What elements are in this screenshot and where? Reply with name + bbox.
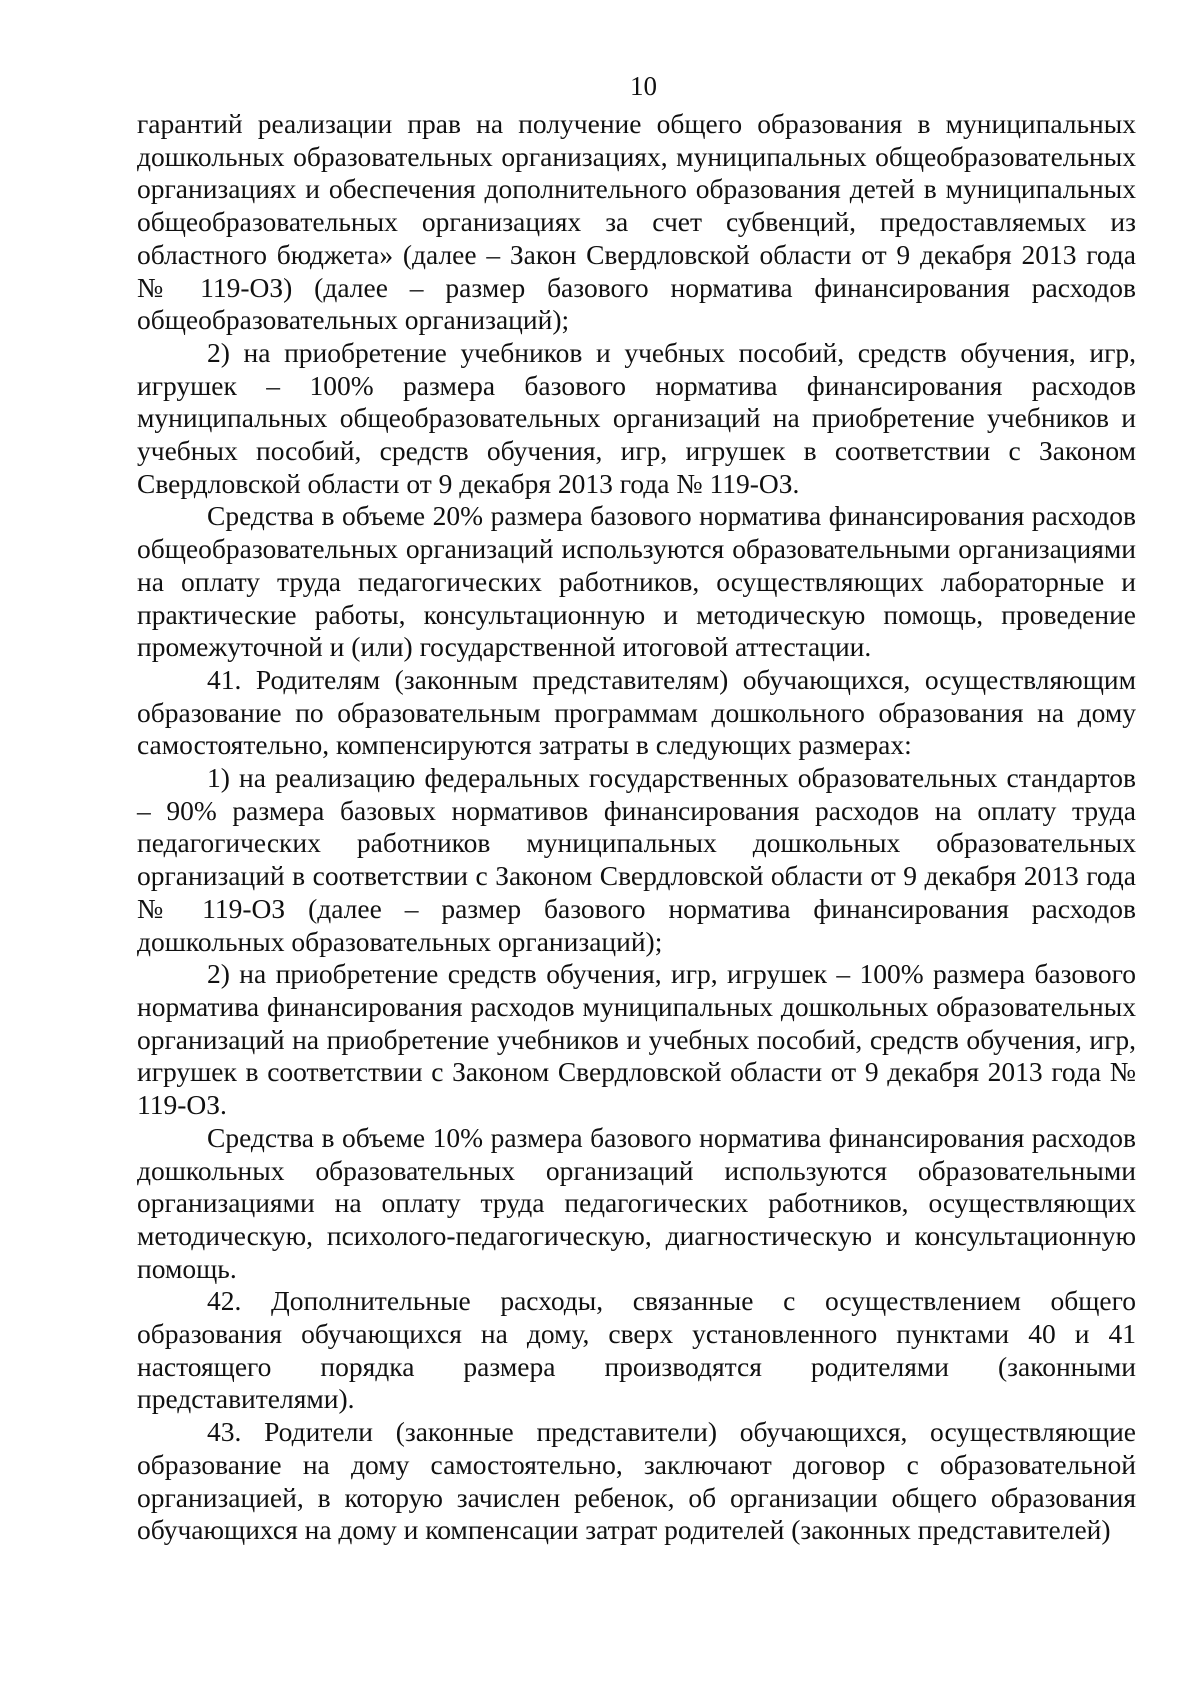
page-number: 10 xyxy=(630,71,657,101)
paragraph-clause-41-item-1: 1) на реализацию федеральных государственных образовательных стандартов – 90% размера базовых нормативов финансирования расходов на оплату труда педагогических работников муниципальных дошкольных образовательных организаций в соответствии с Законом Свердловской области от 9 декабря 2013 года № 119-ОЗ (далее – размер базового норматива финансирования расходов дошкольных образовательных организаций); xyxy=(137,762,1136,957)
paragraph-item-2-textbooks: 2) на приобретение учебников и учебных пособий, средств обучения, игр, игрушек – 100% размера базового норматива финансирования расходов муниципальных общеобразовательных организаций на приобретение учебников и учебных пособий, средств обучения, игр, игрушек в соответствии с Законом Свердловской области от 9 декабря 2013 года № 119-ОЗ. xyxy=(137,336,1136,499)
paragraph-continuation: гарантий реализации прав на получение общего образования в муниципальных дошкольных образовательных организациях, муниципальных общеобразовательных организациях и обеспечения дополнительного образования детей в муниципальных общеобразовательных организациях за счет субвенций, предоставляемых из областного бюджета» (далее – Закон Свердловской области от 9 декабря 2013 года № 119-ОЗ) (далее – размер базового норматива финансирования расходов общеобразовательных организаций); xyxy=(137,108,1136,336)
paragraph-clause-43: 43. Родители (законные представители) обучающихся, осуществляющие образование на дому самостоятельно, заключают договор с образовательной организацией, в которую зачислен ребенок, об организации общего образования обучающихся на дому и компенсации затрат родителей (законных представителей) xyxy=(137,1416,1136,1546)
paragraph-funds-10-percent: Средства в объеме 10% размера базового норматива финансирования расходов дошкольных образовательных организаций используются образовательными организациями на оплату труда педагогических работников, осуществляющих методическую, психолого-педагогическую, диагностическую и консультационную помощь. xyxy=(137,1121,1136,1284)
paragraph-clause-41: 41. Родителям (законным представителям) обучающихся, осуществляющим образование по образовательным программам дошкольного образования на дому самостоятельно, компенсируются затраты в следующих размерах: xyxy=(137,663,1136,761)
document-body xyxy=(137,108,1136,1547)
paragraph-clause-42: 42. Дополнительные расходы, связанные с осуществлением общего образования обучающихся на дому, сверх установленного пунктами 40 и 41 настоящего порядка размера производятся родителями (законными представителями). xyxy=(137,1285,1136,1415)
paragraph-clause-41-item-2: 2) на приобретение средств обучения, игр, игрушек – 100% размера базового норматива финансирования расходов муниципальных дошкольных образовательных организаций на приобретение учебников и учебных пособий, средств обучения, игр, игрушек в соответствии с Законом Свердловской области от 9 декабря 2013 года № 119-ОЗ. xyxy=(137,958,1136,1121)
paragraph-funds-20-percent: Средства в объеме 20% размера базового норматива финансирования расходов общеобразовательных организаций используются образовательными организациями на оплату труда педагогических работников, осуществляющих лабораторные и практические работы, консультационную и методическую помощь, проведение промежуточной и (или) государственной итоговой аттестации. xyxy=(137,500,1136,663)
